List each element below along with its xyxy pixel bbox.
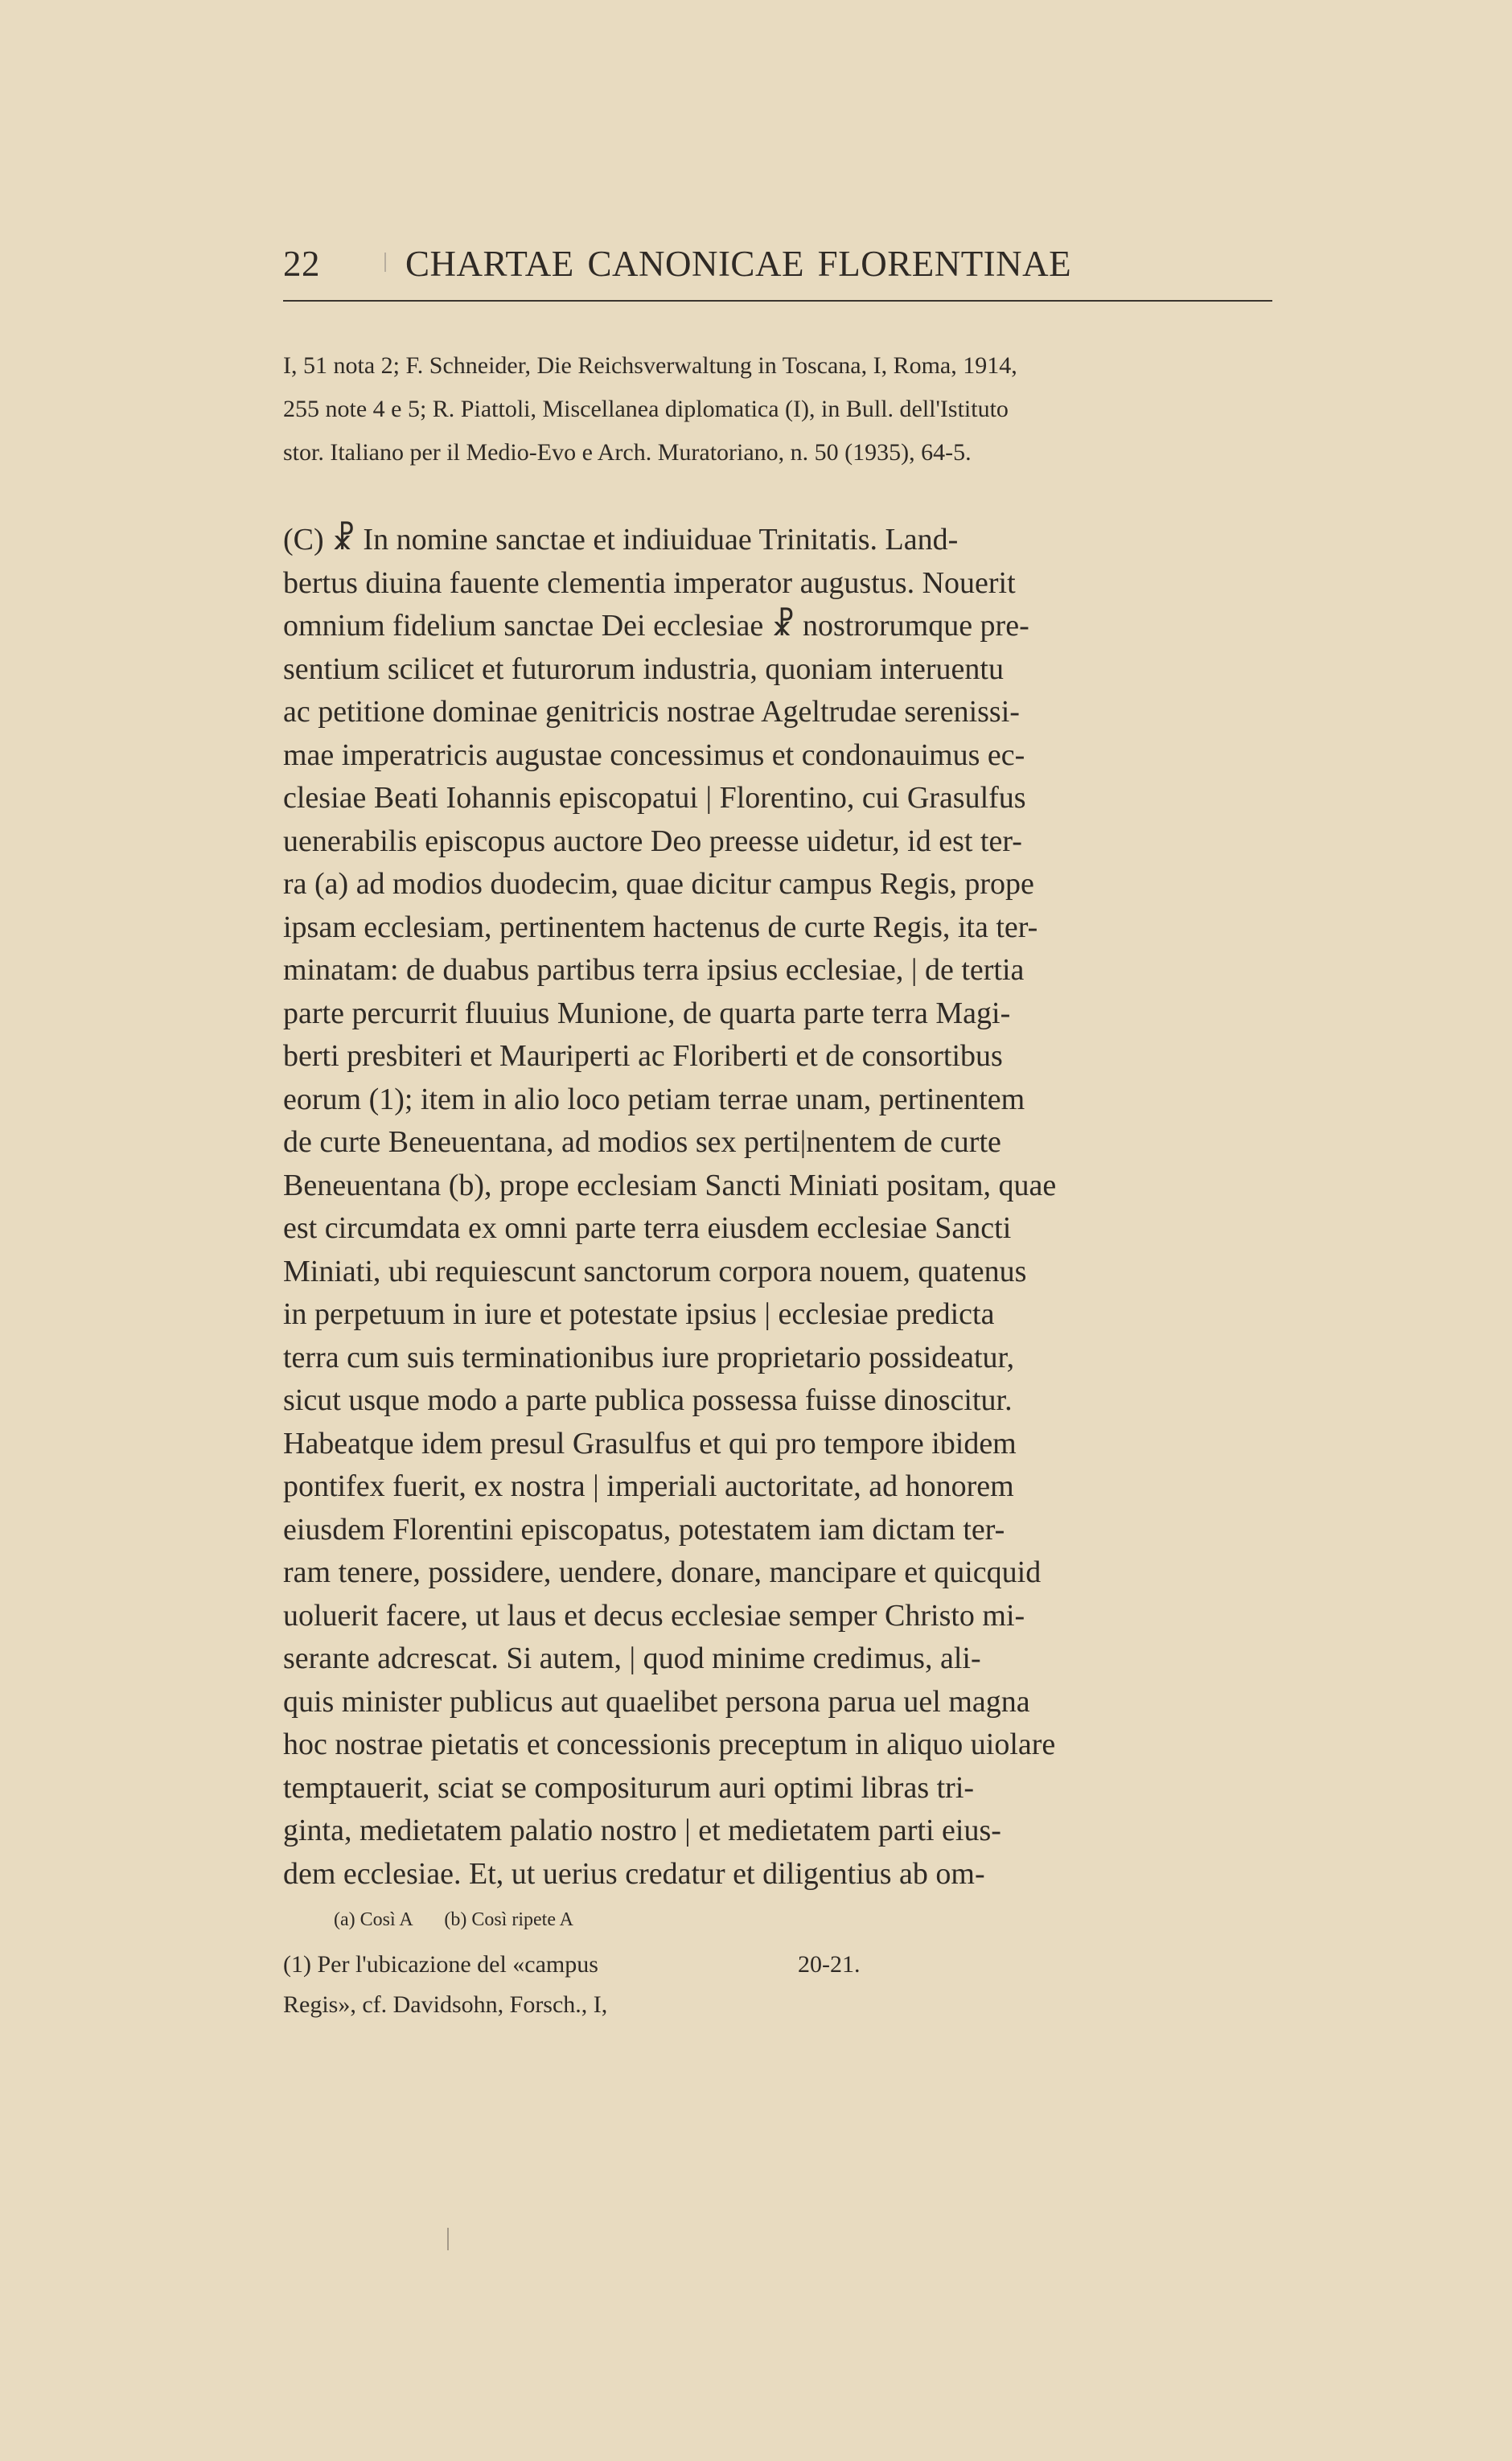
text-line: dem ecclesiae. Et, ut uerius credatur et diligentius ab om- <box>283 1856 985 1891</box>
text-line: Miniati, ubi requiescunt sanctorum corpora nouem, quatenus <box>283 1254 1027 1288</box>
text-line: ram tenere, possidere, uendere, donare, mancipare et quicquid <box>283 1555 1042 1589</box>
textual-footnotes <box>334 1904 1138 1935</box>
header-divider <box>283 300 1272 302</box>
text-line: quis minister publicus aut quaelibet persona parua uel magna <box>283 1684 1030 1719</box>
text-line: minatam: de duabus partibus terra ipsius ecclesiae, | de tertia <box>283 953 1025 987</box>
text-line: de curte Beneuentana, ad modios sex perti|nentem de curte <box>283 1125 1001 1159</box>
charter-text <box>283 519 1272 1896</box>
footnote-b: (b) Così ripete A <box>444 1909 573 1930</box>
text-line: sicut usque modo a parte publica possessa fuisse dinoscitur. <box>283 1383 1013 1417</box>
text-line: terra cum suis terminationibus iure proprietario possideatur, <box>283 1340 1015 1374</box>
text-line: bertus diuina fauente clementia imperator augustus. Nouerit <box>283 565 1016 600</box>
text-line: clesiae Beati Iohannis episcopatui | Florentino, cui Grasulfus <box>283 781 1026 815</box>
paper-mark <box>447 2228 449 2250</box>
text-line: uoluerit facere, ut laus et decus ecclesiae semper Christo mi- <box>283 1598 1025 1633</box>
text-line: est circumdata ex omni parte terra eiusdem ecclesiae Sancti <box>283 1211 1012 1245</box>
running-head <box>283 243 1272 301</box>
footnote-line: Regis», cf. Davidsohn, Forsch., I, <box>283 1991 608 2018</box>
text-line: berti presbiteri et Mauriperti ac Floriberti et de consortibus <box>283 1039 1003 1073</box>
text-line: Habeatque idem presul Grasulfus et qui pro tempore ibidem <box>283 1426 1017 1461</box>
text-line: in perpetuum in iure et potestate ipsius | ecclesiae predicta <box>283 1297 995 1331</box>
page-title: CHARTAE CANONICAE FLORENTINAE <box>405 244 1072 284</box>
note-line: stor. Italiano per il Medio-Evo e Arch. Muratoriano, n. 50 (1935), 64-5. <box>283 439 972 466</box>
text-line: eiusdem Florentini episcopatus, potestatem iam dictam ter- <box>283 1512 1005 1547</box>
text-line: omnium fidelium sanctae Dei ecclesiae ☧ nostrorumque pre- <box>283 609 1029 643</box>
bibliographic-note <box>283 344 1272 475</box>
text-line: ginta, medietatem palatio nostro | et medietatem parti eius- <box>283 1814 1001 1847</box>
footnote-a: (a) Così A <box>334 1909 413 1930</box>
text-line: Beneuentana (b), prope ecclesiam Sancti Miniati positam, quae <box>283 1168 1057 1202</box>
note-line: I, 51 nota 2; F. Schneider, Die Reichsverwaltung in Toscana, I, Roma, 1914, <box>283 352 1017 379</box>
note-line: 255 note 4 e 5; R. Piattoli, Miscellanea diplomatica (I), in Bull. dell'Istituto <box>283 396 1009 422</box>
text-line: ac petitione dominae genitricis nostrae Ageltrudae serenissi- <box>283 695 1020 729</box>
footnote-row <box>334 1904 1138 1935</box>
text-line: ipsam ecclesiam, pertinentem hactenus de curte Regis, ita ter- <box>283 910 1038 944</box>
text-line: sentium scilicet et futurorum industria, quoniam interuentu <box>283 651 1004 686</box>
paper-mark <box>384 253 386 272</box>
text-line: serante adcrescat. Si autem, | quod minime credimus, ali- <box>283 1641 981 1675</box>
text-line: mae imperatricis augustae concessimus et condonauimus ec- <box>283 737 1025 772</box>
text-line: uenerabilis episcopus auctore Deo preesse uidetur, id est ter- <box>283 824 1022 858</box>
footnote-line: (1) Per l'ubicazione del «campus <box>283 1951 598 1978</box>
text-line: parte percurrit fluuius Munione, de quarta parte terra Magi- <box>283 996 1011 1030</box>
text-line: (C) ☧ In nomine sanctae et indiuiduae Trinitatis. Land- <box>283 523 959 557</box>
text-line: eorum (1); item in alio loco petiam terrae unam, pertinentem <box>283 1082 1025 1116</box>
text-line: temptauerit, sciat se compositurum auri optimi libras tri- <box>283 1770 975 1805</box>
text-line: ra (a) ad modios duodecim, quae dicitur campus Regis, prope <box>283 867 1034 901</box>
text-line: hoc nostrae pietatis et concessionis preceptum in aliquo uiolare <box>283 1728 1056 1761</box>
page-number: 22 <box>283 244 320 284</box>
text-line: pontifex fuerit, ex nostra | imperiali auctoritate, ad honorem <box>283 1469 1014 1503</box>
footnote-tail: 20-21. <box>798 1951 861 1978</box>
